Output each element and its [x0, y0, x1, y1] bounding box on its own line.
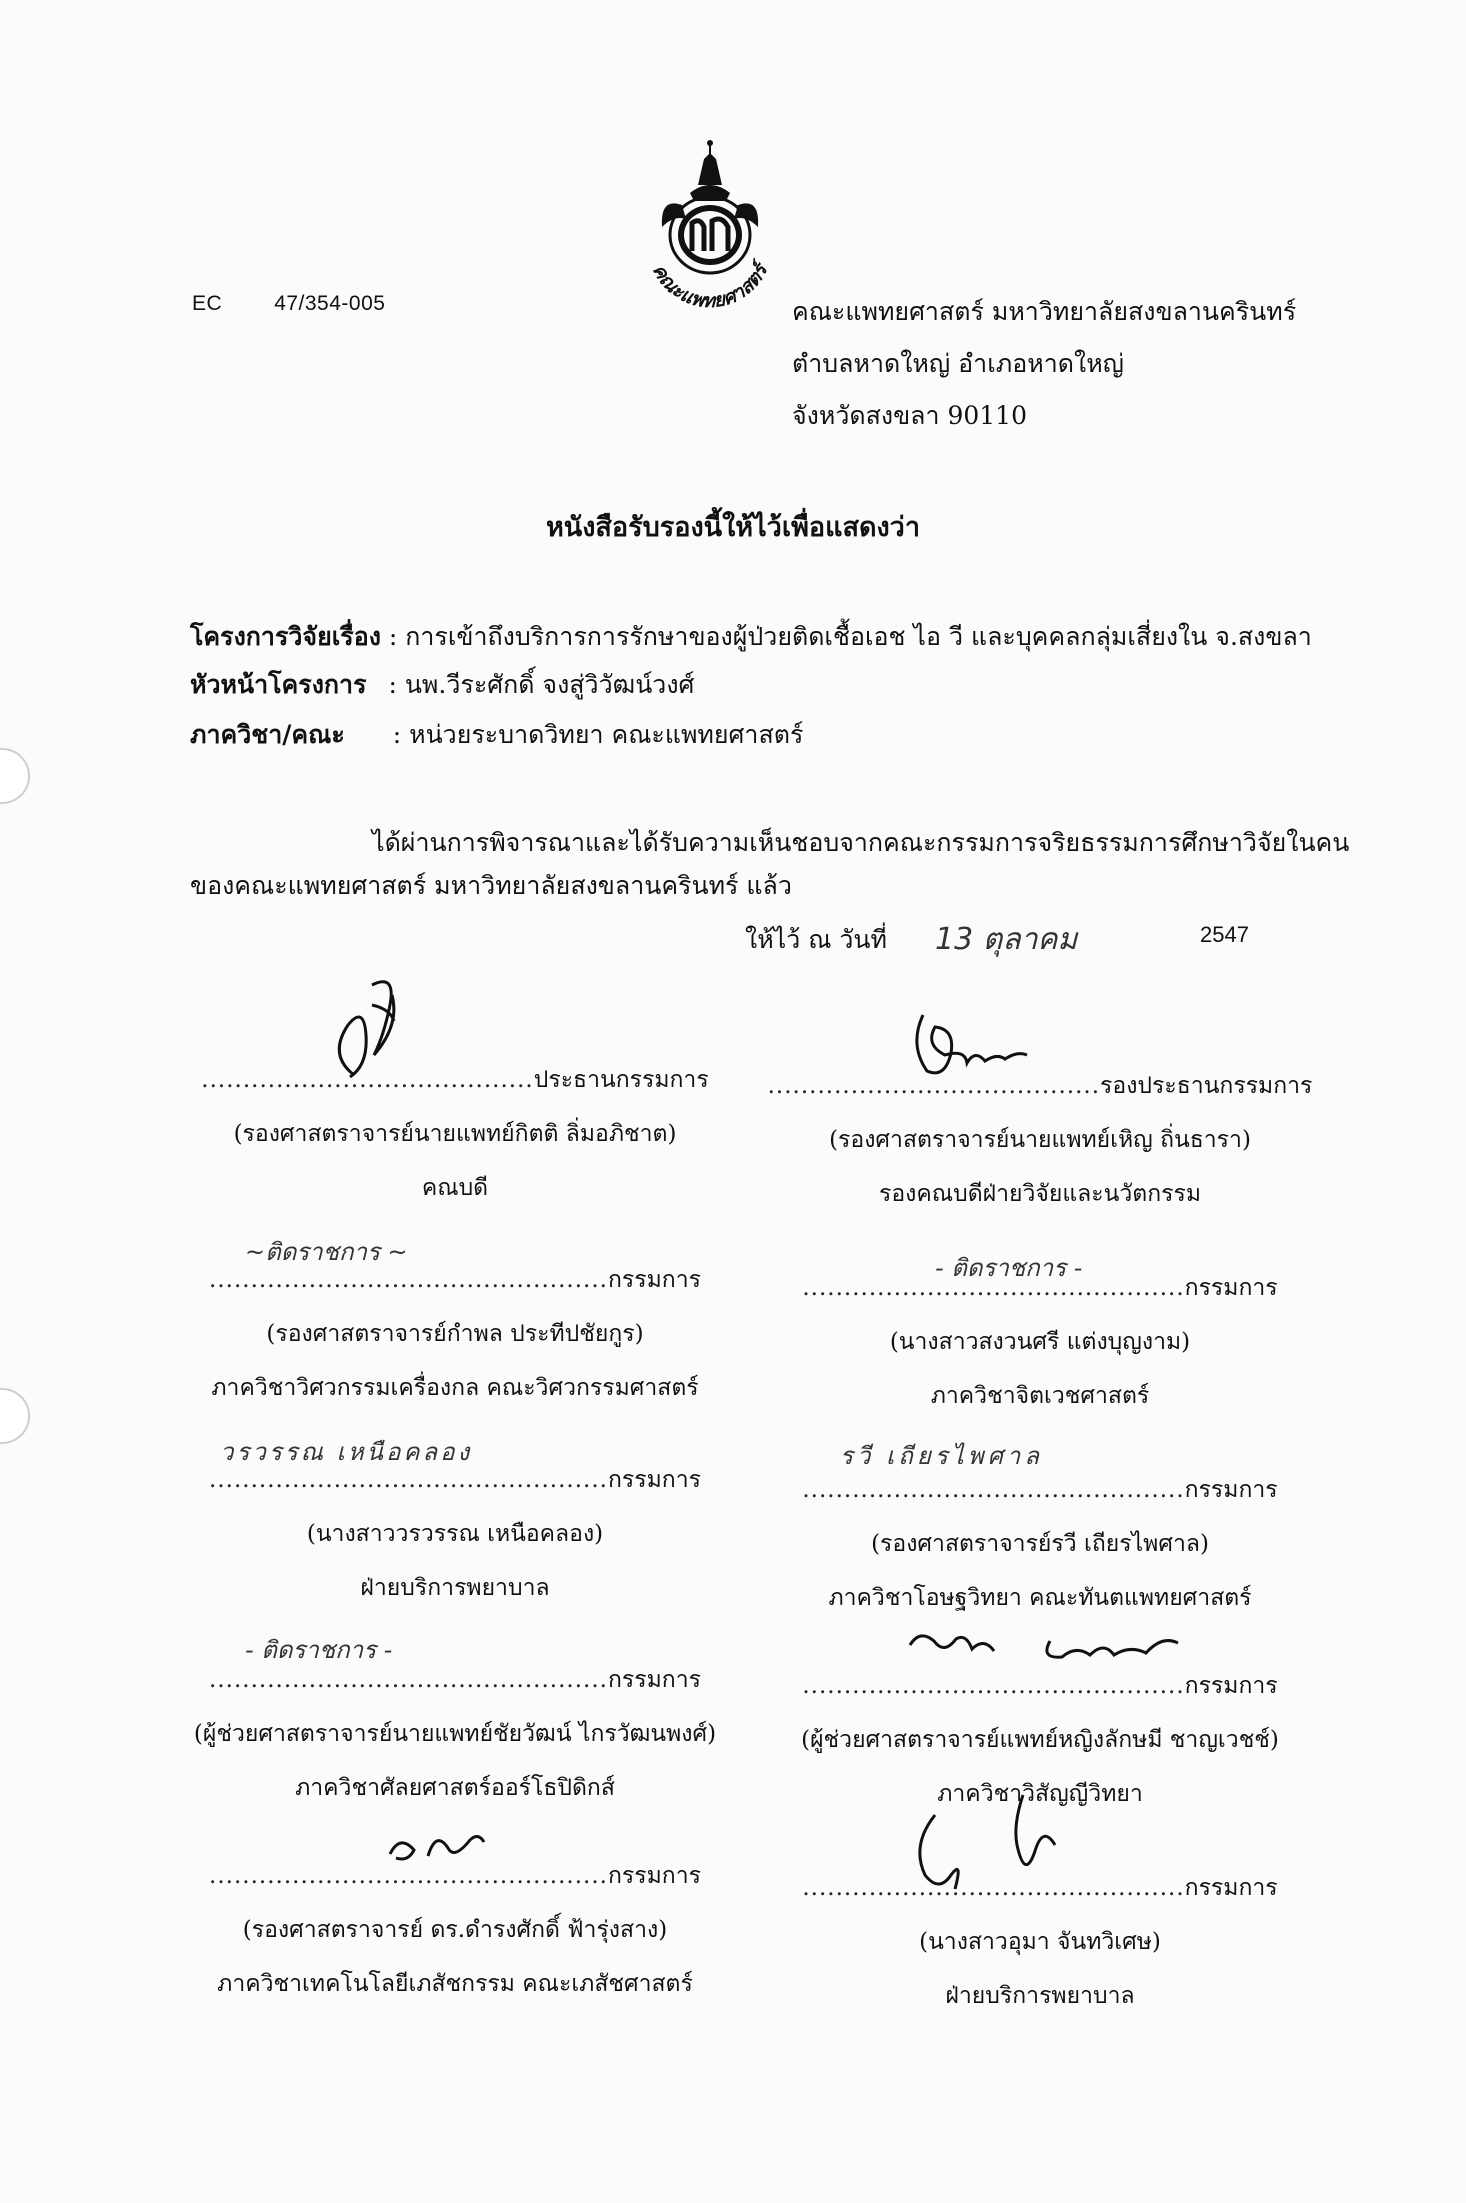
date-day-month-handwritten: 13 ตุลาคม	[935, 922, 1078, 957]
signatory-position: ฝ่ายบริการพยาบาล	[360, 1575, 550, 1601]
project-title-row	[190, 617, 1312, 657]
document-heading: หนังสือรับรองนี้ให้ไว้เพื่อแสดงว่า	[545, 512, 921, 543]
signatory-position: ฝ่ายบริการพยาบาล	[945, 1983, 1135, 2009]
signatory-role: รองประธานกรรมการ	[1100, 1073, 1313, 1099]
handwritten-note-chaiwat: - ติดราชการ -	[245, 1636, 393, 1664]
signatory-name: (รองศาสตราจารย์นายแพทย์เหิญ ถิ่นธารา)	[829, 1127, 1251, 1153]
project-title-value: : การเข้าถึงบริการการรักษาของผู้ป่วยติดเชื้อเอช ไอ วี และบุคคลกลุ่มเสี่ยงใน จ.สงขลา	[388, 622, 1312, 651]
handwritten-note-kamphol: ~ติดราชการ ~	[245, 1238, 408, 1266]
signatory-name: (นางสาวอุมา จันทวิเศษ)	[919, 1929, 1161, 1955]
signatory-rawee: ..............................................กรรมการ (รองศาสตราจารย์รวี เถียรไพศาล) ภาควิชาโอษฐวิทยา คณะทันตแพทยศาสตร์	[740, 1472, 1340, 1616]
signatory-role: กรรมการ	[607, 1863, 701, 1889]
project-head-value: : นพ.วีระศักดิ์ จงสู่วิวัฒน์วงศ์	[388, 670, 695, 699]
signatory-role: กรรมการ	[607, 1467, 701, 1493]
signatory-role: กรรมการ	[607, 1267, 701, 1293]
signatory-name: (รองศาสตราจารย์ ดร.ดำรงศักดิ์ ฟ้ารุ่งสาง)	[242, 1917, 668, 1943]
punch-hole	[0, 1388, 30, 1444]
signatory-sanguansri: ..............................................กรรมการ (นางสาวสงวนศรี แต่งบุญงาม) ภาควิชาจิตเวชศาสตร์	[740, 1270, 1340, 1414]
handwritten-note-sanguansri: - ติดราชการ -	[935, 1254, 1083, 1282]
signatory-name: (รองศาสตราจารย์นายแพทย์กิตติ ลิ่มอภิชาต)	[233, 1121, 677, 1147]
signatory-position: รองคณบดีฝ่ายวิจัยและนวัตกรรม	[878, 1181, 1202, 1207]
body-line-2: ของคณะแพทยศาสตร์ มหาวิทยาลัยสงขลานครินทร์ แล้ว	[190, 871, 792, 900]
signatory-position: ภาควิชาวิสัญญีวิทยา	[937, 1781, 1143, 1807]
project-dept-value: : หน่วยระบาดวิทยา คณะแพทยศาสตร์	[392, 720, 804, 749]
project-head-row	[190, 665, 694, 705]
address-line-3: จังหวัดสงขลา 90110	[792, 401, 1027, 430]
signatory-name: (นางสาวสงวนศรี แต่งบุญงาม)	[889, 1329, 1191, 1355]
signatory-role: ประธานกรรมการ	[533, 1067, 709, 1093]
signatory-kamphol: ................................................กรรมการ (รองศาสตราจารย์กำพล ประทีปชัยกูร) ภาควิชาวิศวกรรมเครื่องกล คณะวิศวกรรมศาสตร์	[155, 1262, 755, 1406]
reference-number	[192, 292, 385, 316]
handwritten-signature-rawee: รวี เถียรไพศาล	[840, 1442, 1043, 1470]
project-title-label: โครงการวิจัยเรื่อง	[190, 622, 381, 651]
address-line-2: ตำบลหาดใหญ่ อำเภอหาดใหญ่	[792, 349, 1124, 378]
signatory-position: ภาควิชาโอษฐวิทยา คณะทันตแพทยศาสตร์	[828, 1585, 1252, 1611]
project-dept-label: ภาควิชา/คณะ	[190, 720, 345, 749]
signatory-name: (นางสาววรวรรณ เหนือคลอง)	[306, 1521, 604, 1547]
faculty-seal-logo	[620, 135, 800, 315]
signatory-position: ภาควิชาวิศวกรรมเครื่องกล คณะวิศวกรรมศาสตร์	[211, 1375, 699, 1401]
signatory-role: กรรมการ	[1184, 1477, 1278, 1503]
signatory-role: กรรมการ	[1184, 1275, 1278, 1301]
signatory-position: ภาควิชาศัลยศาสตร์ออร์โธปิดิกส์	[295, 1775, 615, 1801]
signatory-position: ภาควิชาเทคโนโลยีเภสัชกรรม คณะเภสัชศาสตร์	[217, 1971, 693, 1997]
signatory-worawan: ................................................กรรมการ (นางสาววรวรรณ เหนือคลอง) ฝ่ายบริการพยาบาล	[155, 1462, 755, 1606]
address-line-1: คณะแพทยศาสตร์ มหาวิทยาลัยสงขลานครินทร์	[792, 297, 1297, 326]
signatory-name: (ผู้ช่วยศาสตราจารย์แพทย์หญิงลักษมี ชาญเวชช์)	[801, 1727, 1279, 1753]
signatory-role: กรรมการ	[1184, 1673, 1278, 1699]
signatory-damrongsak: ................................................กรรมการ (รองศาสตราจารย์ ดร.ดำรงศักดิ์ ฟ้ารุ่งสาง) ภาควิชาเทคโนโลยีเภสัชกรรม คณะเภสัชศาสตร์	[155, 1858, 755, 2002]
signatory-laksami: ..............................................กรรมการ (ผู้ช่วยศาสตราจารย์แพทย์หญิงลักษมี ชาญเวชช์) ภาควิชาวิสัญญีวิทยา	[740, 1668, 1340, 1812]
seal-label: คณะแพทยศาสตร์	[647, 260, 772, 313]
signatory-role: กรรมการ	[1184, 1875, 1278, 1901]
reference-code: 47/354-005	[274, 292, 386, 315]
body-line-1: ได้ผ่านการพิจารณาและได้รับความเห็นชอบจากคณะกรรมการจริยธรรมการศึกษาวิจัยในคน	[372, 828, 1350, 857]
signatory-vice-chairman: ........................................รองประธานกรรมการ (รองศาสตราจารย์นายแพทย์เหิญ ถิ่นธารา) รองคณบดีฝ่ายวิจัยและนวัตกรรม	[740, 1068, 1340, 1212]
signature-laksami	[900, 1615, 1200, 1675]
project-dept-row	[190, 715, 803, 755]
signatory-chairman: ........................................ประธานกรรมการ (รองศาสตราจารย์นายแพทย์กิตติ ลิ่มอภิชาต) คณบดี	[155, 1062, 755, 1206]
signatory-name: (รองศาสตราจารย์รวี เถียรไพศาล)	[871, 1531, 1209, 1557]
date-year: 2547	[1200, 922, 1249, 947]
signatory-role: กรรมการ	[607, 1667, 701, 1693]
signatory-position: คณบดี	[421, 1175, 489, 1201]
signatory-name: (ผู้ช่วยศาสตราจารย์นายแพทย์ชัยวัฒน์ ไกรวัฒนพงศ์)	[193, 1721, 717, 1747]
signatory-name: (รองศาสตราจารย์กำพล ประทีปชัยกูร)	[266, 1321, 644, 1347]
date-label: ให้ไว้ ณ วันที่	[745, 925, 887, 954]
signatory-position: ภาควิชาจิตเวชศาสตร์	[930, 1383, 1150, 1409]
handwritten-signature-worawan: วรวรรณ เหนือคลอง	[220, 1438, 473, 1466]
project-head-label: หัวหน้าโครงการ	[190, 670, 367, 699]
signatory-chaiwat: ................................................กรรมการ (ผู้ช่วยศาสตราจารย์นายแพทย์ชัยวัฒน์ ไกรวัฒนพงศ์) ภาควิชาศัลยศาสตร์ออร์โธปิดิกส์	[155, 1662, 755, 1806]
punch-hole	[0, 748, 30, 804]
signatory-uma: ..............................................กรรมการ (นางสาวอุมา จันทวิเศษ) ฝ่ายบริการพยาบาล	[740, 1870, 1340, 2014]
reference-prefix: EC	[192, 292, 223, 315]
